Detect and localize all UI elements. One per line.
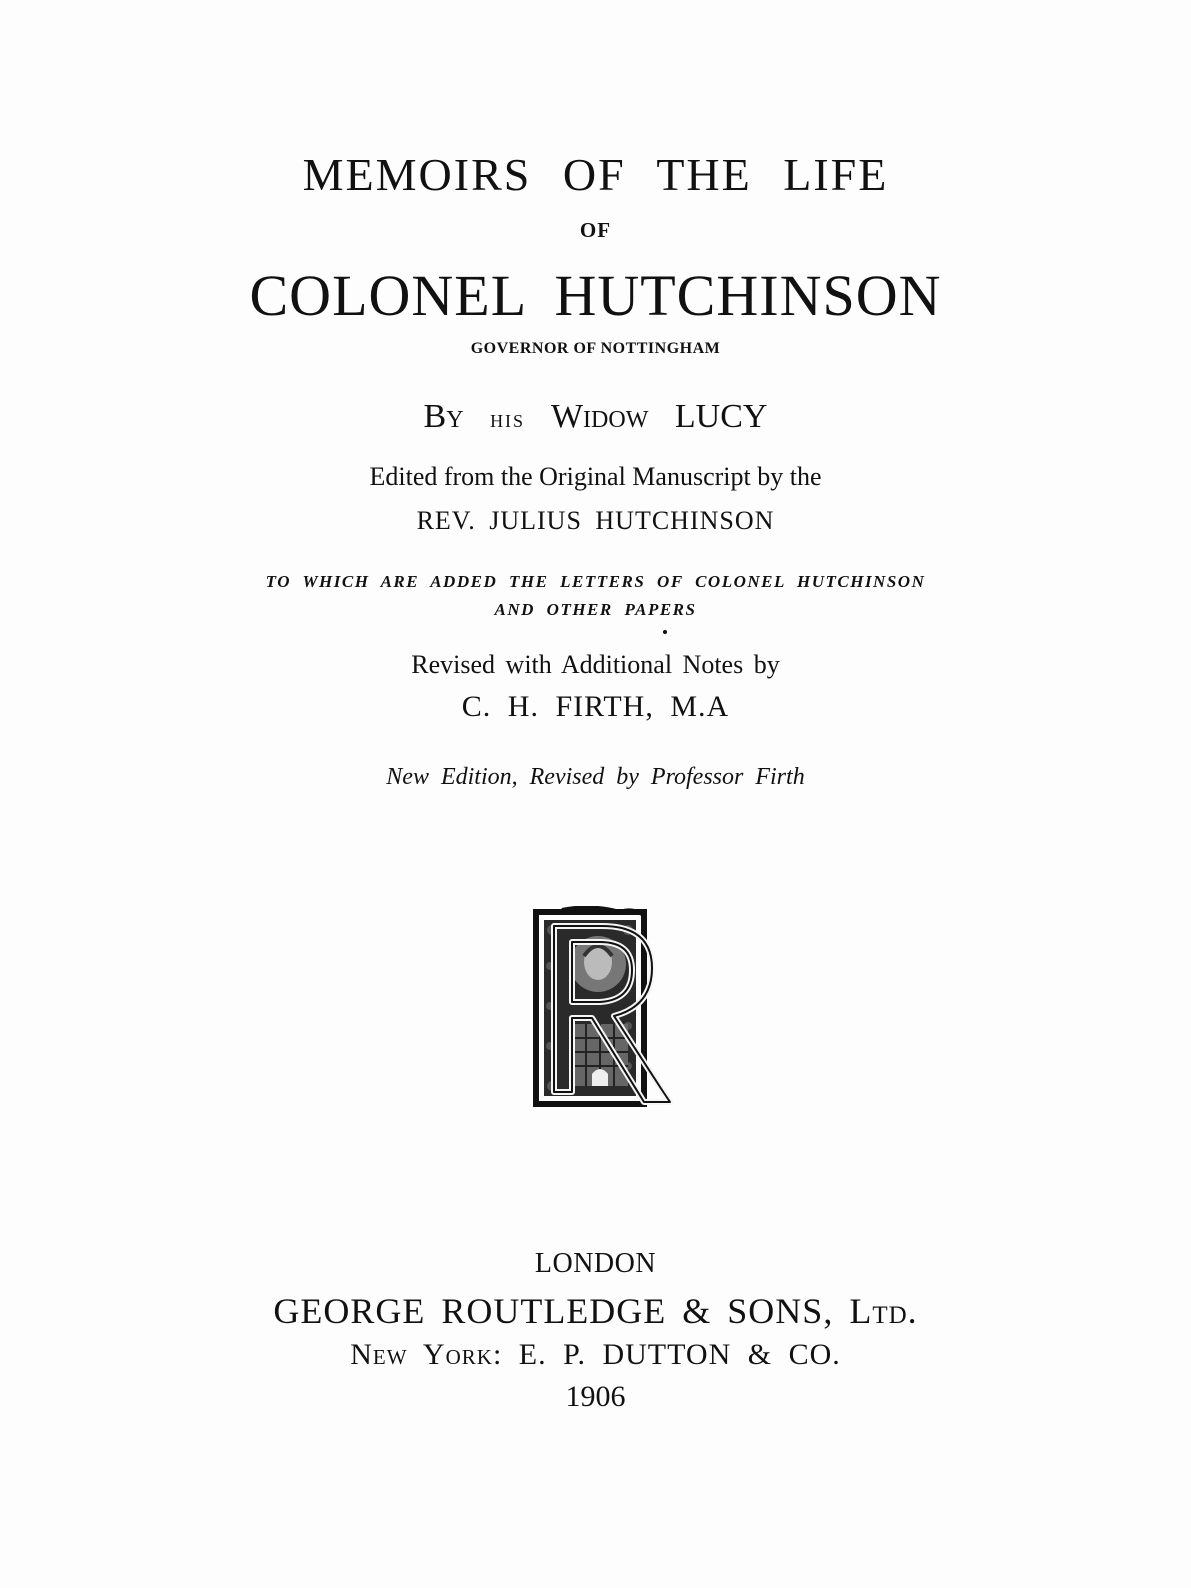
- edited-line: Edited from the Original Manuscript by the: [369, 462, 822, 491]
- revised-line: Revised with Additional Notes by: [411, 650, 780, 679]
- byline-widow: Widow: [550, 398, 649, 435]
- byline: [0, 398, 1191, 436]
- imprint-year: 1906: [565, 1380, 626, 1413]
- newyork-label: New York:: [350, 1338, 503, 1371]
- subtitle: GOVERNOR OF NOTTINGHAM: [470, 340, 721, 357]
- editor-name: REV. JULIUS HUTCHINSON: [416, 506, 775, 535]
- title-of: OF: [579, 218, 612, 242]
- byline-name: LUCY: [674, 398, 768, 435]
- newyork-publisher: E. P. DUTTON & CO.: [518, 1338, 841, 1371]
- title-line-2: COLONEL HUTCHINSON: [249, 263, 942, 328]
- imprint-newyork: [0, 1338, 1191, 1372]
- publisher-monogram-r-icon: [532, 906, 682, 1112]
- publisher-main: GEORGE ROUTLEDGE & SONS,: [273, 1291, 834, 1331]
- edition-note: New Edition, Revised by Professor Firth: [386, 764, 805, 790]
- imprint-publisher: [0, 1290, 1191, 1332]
- title-line-1: MEMOIRS OF THE LIFE: [302, 149, 889, 200]
- publisher-suffix: Ltd.: [849, 1291, 918, 1331]
- imprint-city: LONDON: [534, 1248, 657, 1279]
- byline-his: his: [490, 404, 526, 433]
- additions-line-2: AND OTHER PAPERS: [494, 600, 697, 619]
- additions-line-1: TO WHICH ARE ADDED THE LETTERS OF COLONEL HUTCHINSON: [265, 572, 926, 591]
- byline-by: By: [423, 398, 464, 435]
- decorative-dot: [663, 630, 667, 634]
- reviser-name: C. H. FIRTH, M.A: [461, 690, 730, 723]
